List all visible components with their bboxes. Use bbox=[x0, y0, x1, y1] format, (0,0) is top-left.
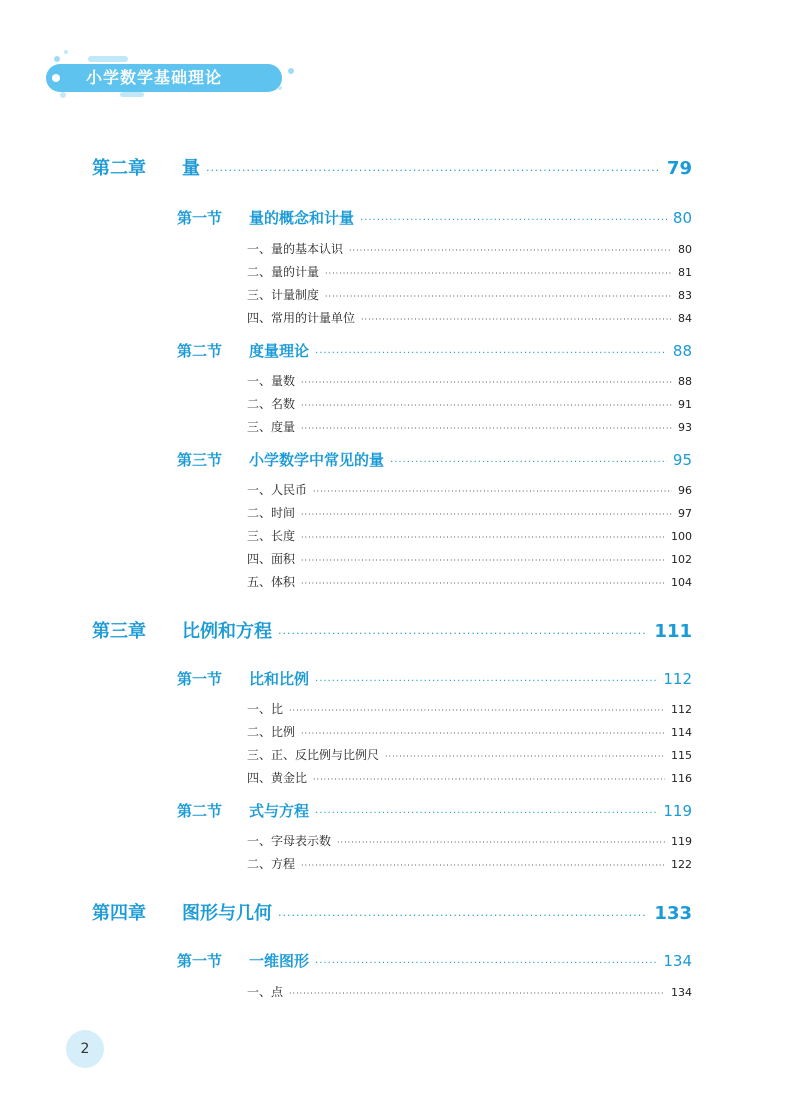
item-page: 88 bbox=[678, 375, 692, 388]
toc-item[interactable] bbox=[247, 550, 692, 567]
section-title: 一维图形 bbox=[249, 952, 310, 970]
item-page: 112 bbox=[671, 703, 692, 716]
toc-item[interactable] bbox=[247, 395, 692, 412]
dot-leader bbox=[313, 775, 665, 784]
dot-leader bbox=[349, 246, 672, 255]
item-title: 一、点 bbox=[247, 985, 284, 999]
toc-item[interactable] bbox=[247, 527, 692, 544]
dot-leader bbox=[385, 752, 665, 761]
section-page: 88 bbox=[672, 342, 692, 360]
dot-leader bbox=[301, 401, 672, 410]
toc-section[interactable] bbox=[177, 668, 692, 689]
dot-leader bbox=[313, 487, 672, 496]
item-title: 四、黄金比 bbox=[247, 771, 308, 785]
item-title: 二、方程 bbox=[247, 857, 296, 871]
item-title: 三、正、反比例与比例尺 bbox=[247, 748, 380, 762]
toc-item[interactable] bbox=[247, 504, 692, 521]
dot-leader bbox=[315, 808, 657, 819]
item-page: 96 bbox=[678, 484, 692, 497]
item-title: 一、人民币 bbox=[247, 483, 308, 497]
section-page: 95 bbox=[672, 451, 692, 469]
toc-item[interactable] bbox=[247, 746, 692, 763]
section-title: 度量理论 bbox=[249, 342, 310, 360]
section-page: 112 bbox=[663, 670, 692, 688]
item-title: 二、时间 bbox=[247, 506, 296, 520]
section-page: 134 bbox=[663, 952, 692, 970]
dot-leader bbox=[301, 579, 665, 588]
toc-section[interactable] bbox=[177, 207, 692, 228]
item-title: 二、量的计量 bbox=[247, 265, 320, 279]
toc-item[interactable] bbox=[247, 240, 692, 257]
dot-leader bbox=[301, 861, 665, 870]
item-page: 97 bbox=[678, 507, 692, 520]
decor-pill bbox=[120, 92, 144, 97]
section-number: 第二节 bbox=[177, 342, 223, 360]
toc-item[interactable] bbox=[247, 832, 692, 849]
toc-section[interactable] bbox=[177, 340, 692, 361]
section-number: 第一节 bbox=[177, 670, 223, 688]
dot-leader bbox=[390, 457, 667, 468]
item-page: 91 bbox=[678, 398, 692, 411]
dot-leader bbox=[325, 269, 672, 278]
item-page: 93 bbox=[678, 421, 692, 434]
item-title: 二、比例 bbox=[247, 725, 296, 739]
item-page: 116 bbox=[671, 772, 692, 785]
item-page: 119 bbox=[671, 835, 692, 848]
section-page: 119 bbox=[663, 802, 692, 820]
item-page: 115 bbox=[671, 749, 692, 762]
page-number: 2 bbox=[66, 1030, 104, 1068]
dot-leader bbox=[289, 706, 665, 715]
item-page: 102 bbox=[671, 553, 692, 566]
section-number: 第一节 bbox=[177, 209, 223, 227]
toc-item[interactable] bbox=[247, 309, 692, 326]
section-title: 比和比例 bbox=[249, 670, 310, 688]
decor-dot bbox=[64, 50, 68, 54]
dot-leader bbox=[301, 424, 672, 433]
item-page: 114 bbox=[671, 726, 692, 739]
toc-item[interactable] bbox=[247, 769, 692, 786]
dot-leader bbox=[289, 989, 665, 998]
chapter-number: 第二章 bbox=[92, 158, 146, 179]
item-title: 三、度量 bbox=[247, 420, 296, 434]
dot-leader bbox=[301, 533, 665, 542]
item-title: 一、量的基本认识 bbox=[247, 242, 344, 256]
dot-leader bbox=[315, 348, 667, 359]
chapter-page: 111 bbox=[654, 621, 692, 642]
chapter-number: 第四章 bbox=[92, 903, 146, 924]
item-page: 80 bbox=[678, 243, 692, 256]
dot-leader bbox=[315, 958, 657, 969]
item-title: 三、计量制度 bbox=[247, 288, 320, 302]
section-number: 第三节 bbox=[177, 451, 223, 469]
toc-item[interactable] bbox=[247, 372, 692, 389]
dot-leader bbox=[278, 627, 648, 640]
section-page: 80 bbox=[672, 209, 692, 227]
toc-item[interactable] bbox=[247, 855, 692, 872]
chapter-title: 量 bbox=[182, 158, 200, 179]
dot-leader bbox=[360, 215, 667, 226]
item-title: 一、量数 bbox=[247, 374, 296, 388]
dot-leader bbox=[206, 164, 661, 177]
section-number: 第一节 bbox=[177, 952, 223, 970]
item-title: 三、长度 bbox=[247, 529, 296, 543]
item-title: 五、体积 bbox=[247, 575, 296, 589]
toc-item[interactable] bbox=[247, 481, 692, 498]
item-page: 134 bbox=[671, 986, 692, 999]
decor-dot bbox=[52, 74, 60, 82]
dot-leader bbox=[301, 510, 672, 519]
item-title: 四、常用的计量单位 bbox=[247, 311, 356, 325]
item-page: 84 bbox=[678, 312, 692, 325]
toc-item[interactable] bbox=[247, 573, 692, 590]
toc-item[interactable] bbox=[247, 286, 692, 303]
item-title: 四、面积 bbox=[247, 552, 296, 566]
dot-leader bbox=[361, 315, 672, 324]
toc-chapter[interactable] bbox=[92, 899, 692, 925]
decor-pill bbox=[88, 56, 128, 62]
decor-dot bbox=[288, 68, 294, 74]
chapter-number: 第三章 bbox=[92, 621, 146, 642]
decor-dot bbox=[54, 56, 60, 62]
decor-dot bbox=[60, 92, 66, 98]
dot-leader bbox=[337, 838, 665, 847]
item-title: 二、名数 bbox=[247, 397, 296, 411]
dot-leader bbox=[301, 556, 665, 565]
item-page: 83 bbox=[678, 289, 692, 302]
toc-item[interactable] bbox=[247, 983, 692, 1000]
decor-dot bbox=[278, 86, 282, 90]
toc-chapter[interactable] bbox=[92, 154, 692, 180]
toc-item[interactable] bbox=[247, 700, 692, 717]
section-title: 小学数学中常见的量 bbox=[249, 451, 385, 469]
item-page: 100 bbox=[671, 530, 692, 543]
dot-leader bbox=[301, 378, 672, 387]
toc-item[interactable] bbox=[247, 723, 692, 740]
section-title: 式与方程 bbox=[249, 802, 310, 820]
dot-leader bbox=[301, 729, 665, 738]
item-title: 一、字母表示数 bbox=[247, 834, 332, 848]
item-page: 81 bbox=[678, 266, 692, 279]
toc-item[interactable] bbox=[247, 418, 692, 435]
toc-section[interactable] bbox=[177, 950, 692, 971]
dot-leader bbox=[278, 909, 648, 922]
chapter-page: 133 bbox=[654, 903, 692, 924]
chapter-title: 比例和方程 bbox=[182, 621, 272, 642]
section-number: 第二节 bbox=[177, 802, 223, 820]
chapter-page: 79 bbox=[666, 158, 692, 179]
section-title: 量的概念和计量 bbox=[249, 209, 355, 227]
header-title: 小学数学基础理论 bbox=[86, 68, 223, 87]
item-page: 104 bbox=[671, 576, 692, 589]
dot-leader bbox=[325, 292, 672, 301]
item-page: 122 bbox=[671, 858, 692, 871]
toc-chapter[interactable] bbox=[92, 617, 692, 643]
toc-item[interactable] bbox=[247, 263, 692, 280]
toc-section[interactable] bbox=[177, 449, 692, 470]
dot-leader bbox=[315, 676, 657, 687]
item-title: 一、比 bbox=[247, 702, 284, 716]
toc-section[interactable] bbox=[177, 800, 692, 821]
chapter-title: 图形与几何 bbox=[182, 903, 272, 924]
